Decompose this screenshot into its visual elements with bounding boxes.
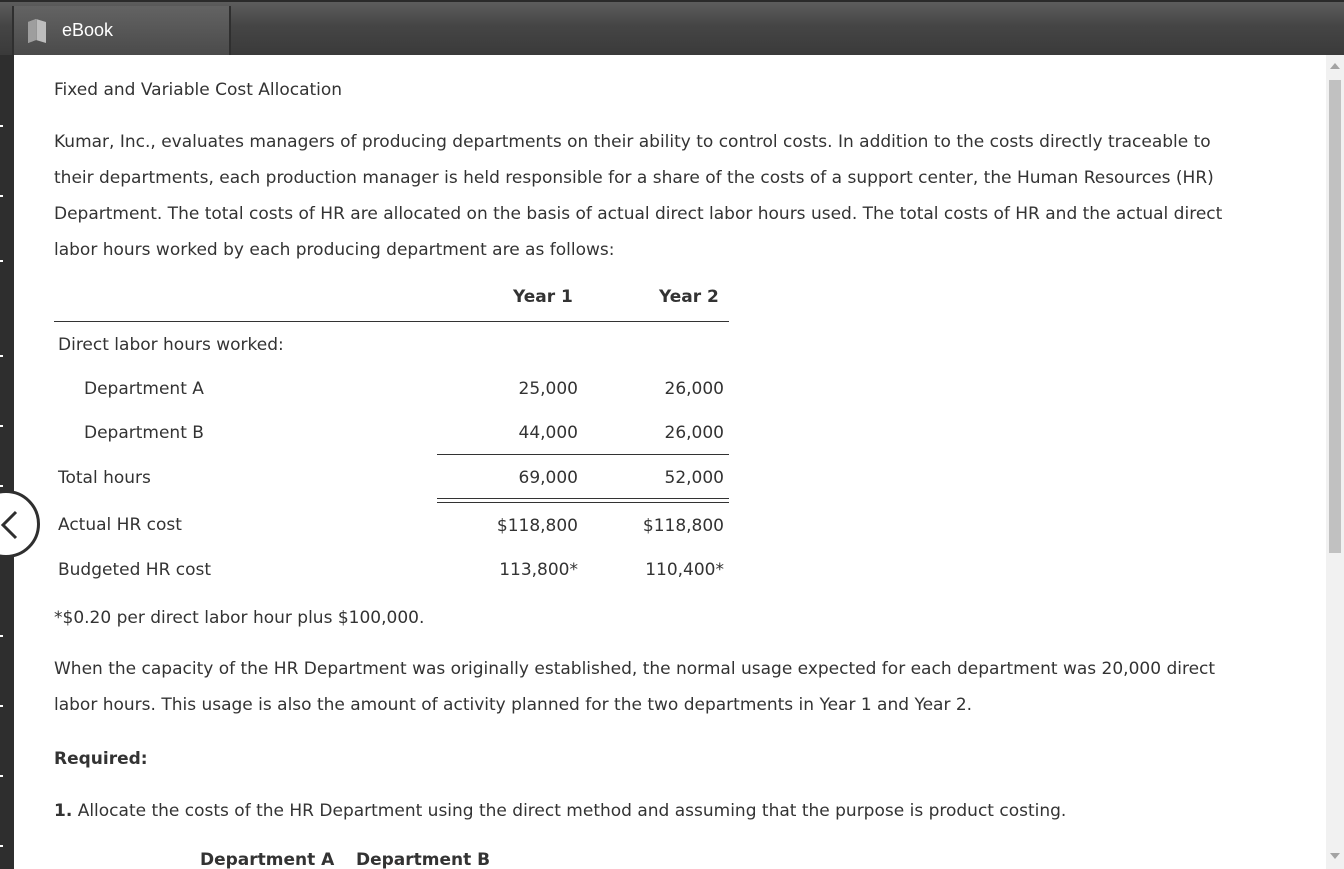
- answer-header-dept-b: Department B: [356, 850, 491, 869]
- book-icon: [26, 18, 48, 44]
- scroll-down-arrow-icon[interactable]: [1330, 853, 1340, 859]
- row-label-dept-a: Department A: [84, 379, 204, 399]
- ebook-tab-label: eBook: [62, 20, 114, 40]
- dept-a-year1: 25,000: [518, 379, 578, 399]
- dept-a-year2: 26,000: [664, 379, 724, 399]
- actual-year1: $118,800: [496, 516, 578, 536]
- row-label-total: Total hours: [58, 468, 151, 488]
- row-label-dept-b: Department B: [84, 423, 204, 443]
- intro-line: Kumar, Inc., evaluates managers of producing departments on their ability to control costs. In addition to the costs directly traceable to: [54, 132, 1211, 152]
- capacity-line: labor hours. This usage is also the amount of activity planned for the two departments in Year 1 and Year 2.: [54, 695, 973, 715]
- column-header-year1: Year 1: [513, 287, 573, 307]
- required-heading: Required:: [54, 749, 148, 769]
- answer-header-dept-a: Department A: [200, 850, 335, 869]
- total-year1: 69,000: [518, 468, 578, 488]
- dept-b-year1: 44,000: [518, 423, 578, 443]
- capacity-line: When the capacity of the HR Department was originally established, the normal usage expected for each department was 20,000 direct: [54, 659, 1216, 679]
- dept-b-year2: 26,000: [664, 423, 724, 443]
- vertical-scrollbar[interactable]: [1326, 55, 1344, 869]
- section-label: Direct labor hours worked:: [58, 335, 284, 355]
- total-double-rule-bottom: [437, 502, 729, 503]
- left-side-panel: [0, 55, 14, 869]
- budgeted-year1: 113,800*: [499, 560, 578, 580]
- ebook-tab[interactable]: [12, 6, 231, 56]
- intro-line: their departments, each production manager is held responsible for a share of the costs of a support center, the Human Resources (HR): [54, 168, 1214, 188]
- column-header-year2: Year 2: [659, 287, 719, 307]
- ebook-content: [14, 55, 1326, 869]
- scroll-up-arrow-icon[interactable]: [1330, 63, 1340, 69]
- scrollbar-thumb[interactable]: [1329, 80, 1341, 553]
- intro-line: Department. The total costs of HR are allocated on the basis of actual direct labor hours used. The total costs of HR and the actual direct: [54, 204, 1223, 224]
- top-tab-bar: [0, 0, 1344, 55]
- page-title: Fixed and Variable Cost Allocation: [54, 80, 343, 100]
- budgeted-year2: 110,400*: [645, 560, 724, 580]
- requirement-1-text: Allocate the costs of the HR Department using the direct method and assuming that the purpose is product costing.: [72, 801, 1067, 821]
- row-label-budgeted: Budgeted HR cost: [58, 560, 212, 580]
- requirement-1-number: 1.: [54, 801, 73, 821]
- total-double-rule-top: [437, 498, 729, 499]
- subtotal-rule: [437, 454, 729, 455]
- intro-line: labor hours worked by each producing department are as follows:: [54, 240, 615, 260]
- footnote: *$0.20 per direct labor hour plus $100,000.: [54, 608, 425, 628]
- chevron-left-icon: [0, 510, 19, 540]
- actual-year2: $118,800: [642, 516, 724, 536]
- total-year2: 52,000: [664, 468, 724, 488]
- requirement-1: [54, 801, 1066, 821]
- header-rule: [54, 321, 729, 322]
- row-label-actual: Actual HR cost: [58, 515, 182, 535]
